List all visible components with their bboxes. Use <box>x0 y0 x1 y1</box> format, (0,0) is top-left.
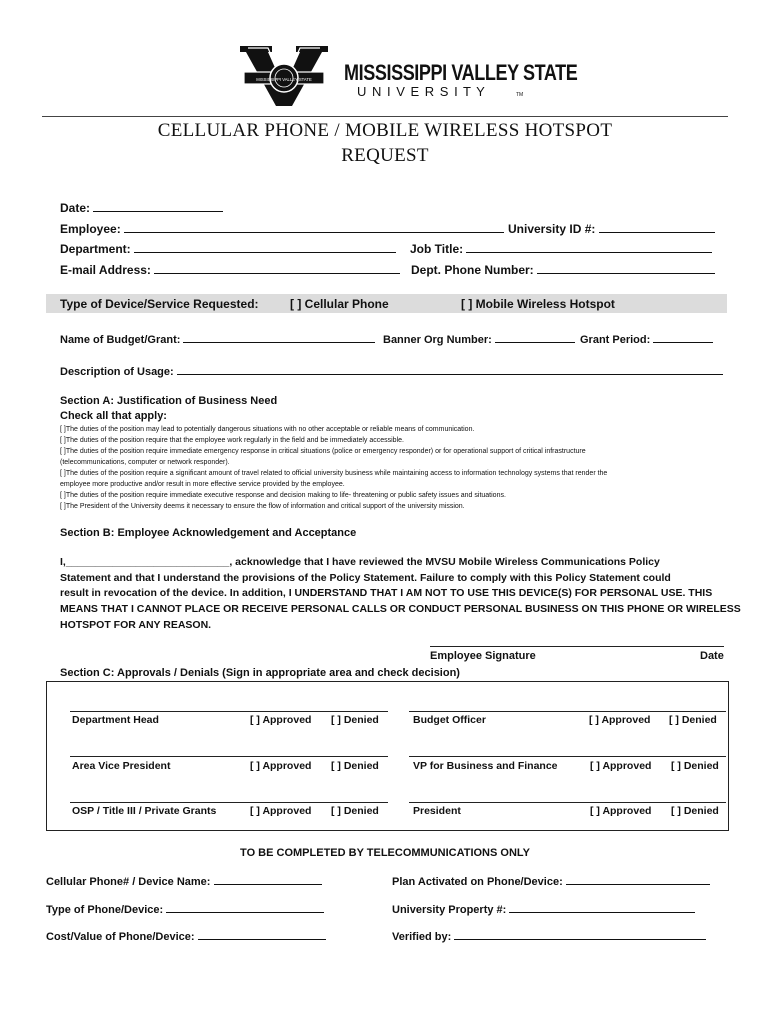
university-id-line[interactable] <box>599 221 715 233</box>
banner-org-field[interactable] <box>383 331 575 346</box>
job-title-line[interactable] <box>466 241 712 253</box>
vp-business-approved[interactable]: [ ] Approved <box>590 760 652 772</box>
acknowledgement-line-2: Statement and that I understand the provisions of the Policy Statement. Failure to comply with this Policy Statement could <box>60 572 671 584</box>
form-title-line2: REQUEST <box>341 145 429 166</box>
justification-item-2[interactable]: [ ]The duties of the position require that the employee work regularly in the field and be immediately accessible. <box>60 437 404 444</box>
section-a-title: Section A: Justification of Business Need <box>60 395 278 407</box>
plan-activated-label: Plan Activated on Phone/Device: <box>392 876 563 888</box>
email-field[interactable] <box>60 262 400 277</box>
area-vp-signature-line[interactable] <box>70 756 388 757</box>
university-subtitle: U N I V E R S I T Y <box>357 84 486 99</box>
cell-phone-field[interactable] <box>46 873 322 888</box>
employee-line[interactable] <box>124 221 504 233</box>
justification-item-6[interactable]: [ ]The President of the University deems it necessary to ensure the flow of information and critical support of the university mission. <box>60 503 465 510</box>
dept-phone-field[interactable] <box>411 262 715 277</box>
budget-officer-label: Budget Officer <box>413 714 486 726</box>
grant-period-line[interactable] <box>653 331 713 343</box>
acknowledgement-line-4: MEANS THAT I CANNOT PLACE OR RECEIVE PERSONAL CALLS OR CONDUCT PERSONAL BUSINESS ON THIS PHONE OR WIRELESS <box>60 603 741 615</box>
signature-date-label: Date <box>700 650 724 662</box>
president-denied[interactable]: [ ] Denied <box>671 805 719 817</box>
acknowledgement-line-3: result in revocation of the device. In addition, I UNDERSTAND THAT I AM NOT TO USE THIS DEVICE(S) FOR PERSONAL USE. THIS <box>60 587 713 599</box>
usage-label: Description of Usage: <box>60 366 174 378</box>
department-label: Department: <box>60 242 131 256</box>
osp-approved[interactable]: [ ] Approved <box>250 805 312 817</box>
area-vp-denied[interactable]: [ ] Denied <box>331 760 379 772</box>
device-type-label: Type of Device/Service Requested: <box>60 297 259 311</box>
verified-by-label: Verified by: <box>392 931 452 943</box>
usage-field[interactable] <box>60 363 723 378</box>
check-all-label: Check all that apply: <box>60 410 167 422</box>
cost-value-field[interactable] <box>46 928 326 943</box>
university-property-line[interactable] <box>509 901 695 913</box>
acknowledgement-line-1: I,____________________________, acknowledge that I have reviewed the MVSU Mobile Wireless Communications Policy <box>60 556 660 568</box>
department-head-label: Department Head <box>72 714 159 726</box>
verified-by-field[interactable] <box>392 928 706 943</box>
job-title-field[interactable] <box>410 241 712 256</box>
cost-value-line[interactable] <box>198 928 326 940</box>
form-title-line1: CELLULAR PHONE / MOBILE WIRELESS HOTSPOT <box>157 120 613 141</box>
employee-signature-label: Employee Signature <box>430 650 536 662</box>
trademark-mark: TM <box>516 92 524 98</box>
university-property-field[interactable] <box>392 901 695 916</box>
budget-grant-field[interactable] <box>60 331 375 346</box>
email-label: E-mail Address: <box>60 263 151 277</box>
budget-grant-label: Name of Budget/Grant: <box>60 334 181 346</box>
section-b-title: Section B: Employee Acknowledgement and Acceptance <box>60 527 357 539</box>
dept-phone-label: Dept. Phone Number: <box>411 263 534 277</box>
justification-item-5[interactable]: [ ]The duties of the position require immediate executive response and decision making to life- threatening or public safety issues and situations. <box>60 492 506 499</box>
type-phone-field[interactable] <box>46 901 324 916</box>
verified-by-line[interactable] <box>454 928 706 940</box>
employee-label: Employee: <box>60 222 121 236</box>
university-id-label: University ID #: <box>508 222 596 236</box>
cost-value-label: Cost/Value of Phone/Device: <box>46 931 195 943</box>
seal-text: MISSISSIPPI VALLEY STATE <box>256 77 312 82</box>
telecom-heading: TO BE COMPLETED BY TELECOMMUNICATIONS ONLY <box>240 847 530 859</box>
grant-period-field[interactable] <box>580 331 713 346</box>
osp-label: OSP / Title III / Private Grants <box>72 805 217 817</box>
budget-officer-denied[interactable]: [ ] Denied <box>669 714 717 726</box>
justification-item-4[interactable]: [ ]The duties of the position require a significant amount of travel related to official university business while maintaining access to information technology systems that render the <box>60 470 608 477</box>
type-phone-line[interactable] <box>166 901 324 913</box>
date-field[interactable] <box>60 200 223 215</box>
justification-item-4-cont: employee more productive and/or result in more effective service provided by the employee. <box>60 481 345 488</box>
plan-activated-field[interactable] <box>392 873 710 888</box>
usage-line[interactable] <box>177 363 723 375</box>
area-vp-approved[interactable]: [ ] Approved <box>250 760 312 772</box>
email-line[interactable] <box>154 262 400 274</box>
employee-field[interactable] <box>60 221 504 236</box>
grant-period-label: Grant Period: <box>580 334 651 346</box>
vp-business-signature-line[interactable] <box>409 756 726 757</box>
osp-denied[interactable]: [ ] Denied <box>331 805 379 817</box>
university-property-label: University Property #: <box>392 904 507 916</box>
department-head-signature-line[interactable] <box>70 711 388 712</box>
justification-item-3[interactable]: [ ]The duties of the position require immediate emergency response in critical situations (police or emergency responder) or for operational support of critical infrastructure <box>60 448 586 455</box>
vp-business-label: VP for Business and Finance <box>413 760 558 772</box>
dept-phone-line[interactable] <box>537 262 715 274</box>
budget-officer-signature-line[interactable] <box>409 711 726 712</box>
vp-business-denied[interactable]: [ ] Denied <box>671 760 719 772</box>
plan-activated-line[interactable] <box>566 873 710 885</box>
department-head-approved[interactable]: [ ] Approved <box>250 714 312 726</box>
mvsu-v-emblem <box>238 44 330 108</box>
mobile-hotspot-checkbox[interactable]: [ ] Mobile Wireless Hotspot <box>461 297 615 311</box>
department-field[interactable] <box>60 241 396 256</box>
date-line[interactable] <box>93 200 223 212</box>
date-label: Date: <box>60 201 91 215</box>
banner-org-line[interactable] <box>495 331 575 343</box>
university-name: MISSISSIPPI VALLEY STATE <box>344 60 578 85</box>
budget-grant-line[interactable] <box>183 331 375 343</box>
cell-phone-line[interactable] <box>214 873 322 885</box>
budget-officer-approved[interactable]: [ ] Approved <box>589 714 651 726</box>
job-title-label: Job Title: <box>410 242 464 256</box>
president-approved[interactable]: [ ] Approved <box>590 805 652 817</box>
justification-item-3-cont: (telecommunications, computer or network responder). <box>60 459 230 466</box>
header-divider <box>42 116 728 117</box>
department-head-denied[interactable]: [ ] Denied <box>331 714 379 726</box>
university-id-field[interactable] <box>508 221 715 236</box>
president-label: President <box>413 805 461 817</box>
justification-item-1[interactable]: [ ]The duties of the position may lead to potentially dangerous situations with no other acceptable or reliable means of communication. <box>60 426 475 433</box>
department-line[interactable] <box>134 241 396 253</box>
osp-signature-line[interactable] <box>70 802 388 803</box>
employee-signature-line[interactable] <box>430 646 724 647</box>
section-c-title: Section C: Approvals / Denials (Sign in appropriate area and check decision) <box>60 667 460 679</box>
acknowledgement-line-5: HOTSPOT FOR ANY REASON. <box>60 619 212 631</box>
cellular-phone-checkbox[interactable]: [ ] Cellular Phone <box>290 297 389 311</box>
president-signature-line[interactable] <box>409 802 726 803</box>
type-phone-label: Type of Phone/Device: <box>46 904 164 916</box>
banner-org-label: Banner Org Number: <box>383 334 492 346</box>
area-vp-label: Area Vice President <box>72 760 171 772</box>
cell-phone-label: Cellular Phone# / Device Name: <box>46 876 211 888</box>
